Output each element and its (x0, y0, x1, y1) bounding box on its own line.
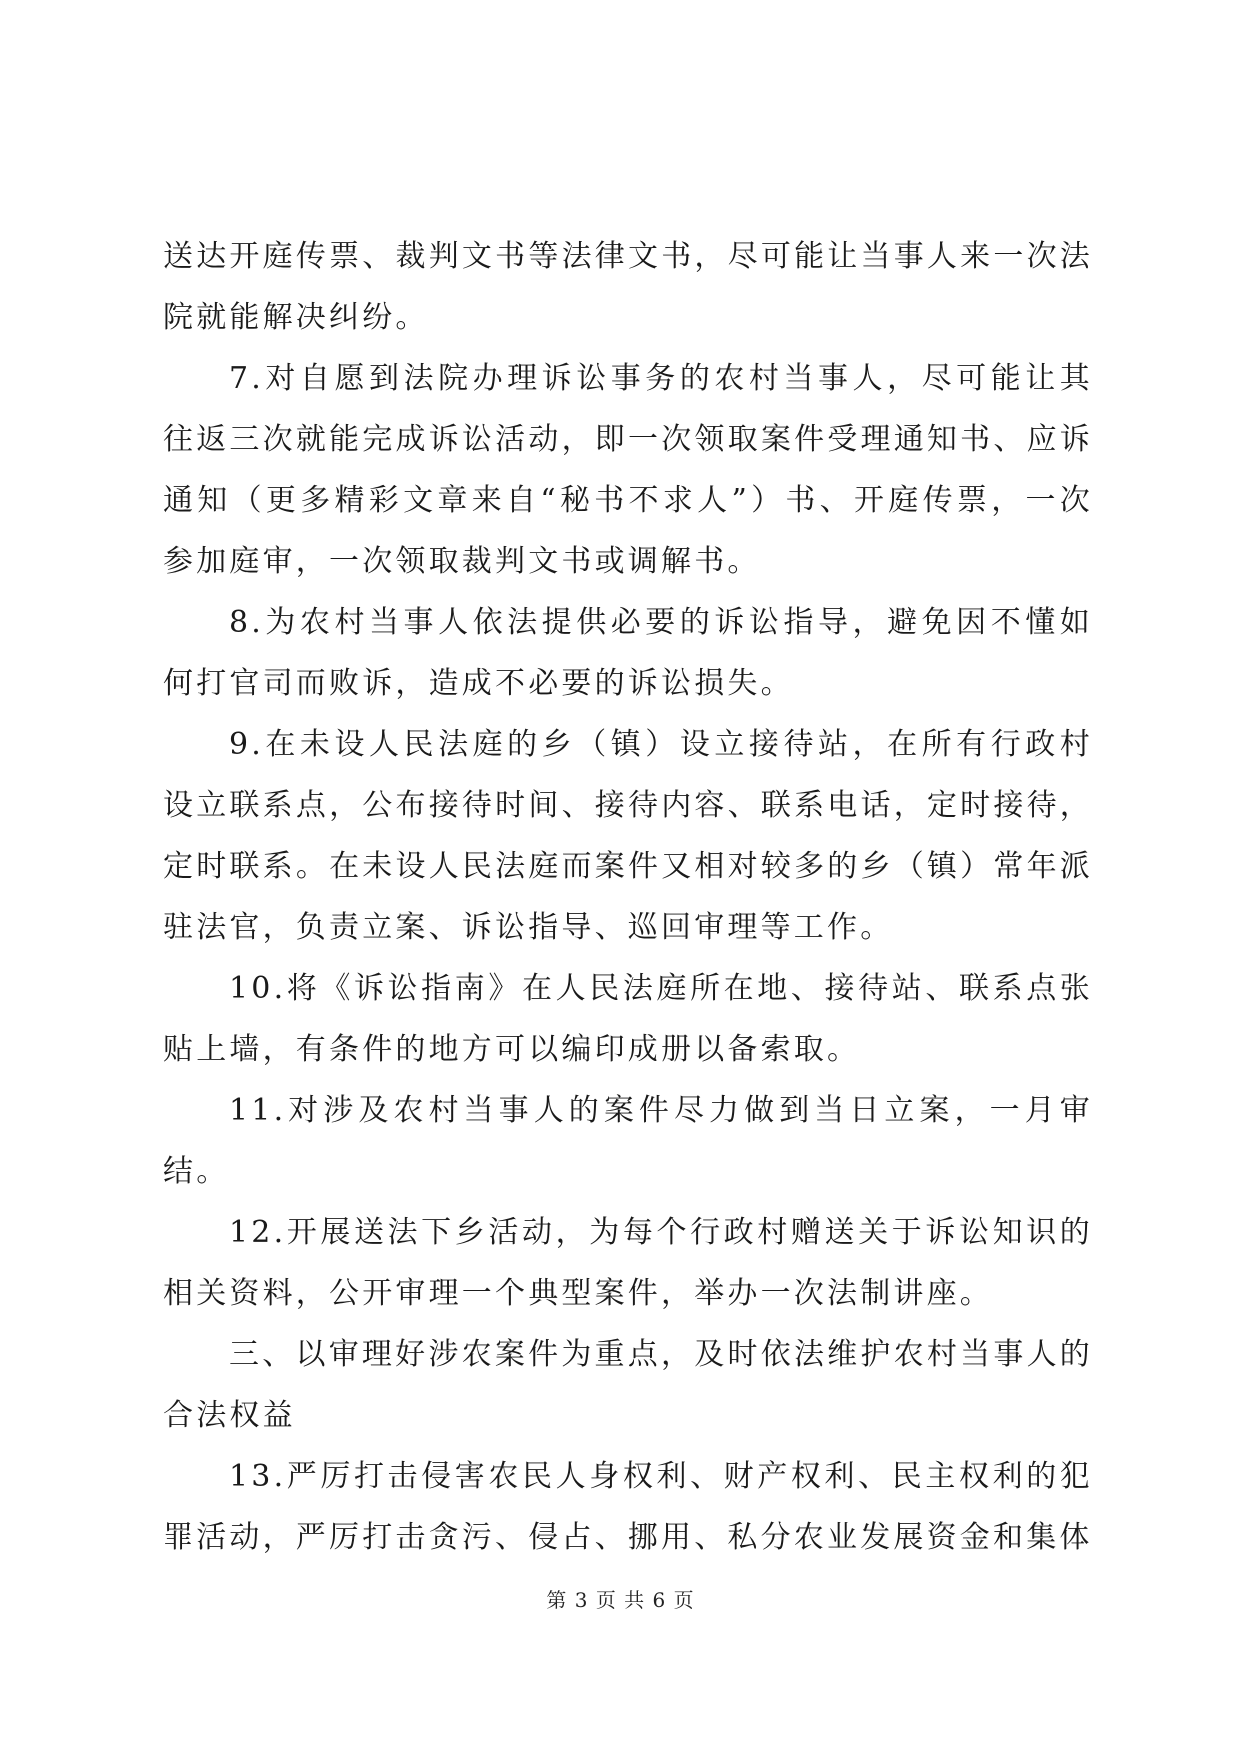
paragraph-item-8: 8.为农村当事人依法提供必要的诉讼指导，避免因不懂如何打官司而败诉，造成不必要的诉讼损失。 (163, 605, 1093, 701)
paragraph-item-13: 13.严厉打击侵害农民人身权利、财产权利、民主权利的犯罪活动，严厉打击贪污、侵占、挪用、私分农业发展资金和集体 (163, 1459, 1093, 1555)
paragraph-item-7: 7.对自愿到法院办理诉讼事务的农村当事人，尽可能让其往返三次就能完成诉讼活动，即一次领取案件受理通知书、应诉通知（更多精彩文章来自“秘书不求人”）书、开庭传票，一次参加庭审，一次领取裁判文书或调解书。 (163, 361, 1093, 579)
body-text (163, 226, 1093, 1568)
page-footer: 第 3 页 共 6 页 (546, 1588, 695, 1612)
section-heading-3: 三、以审理好涉农案件为重点，及时依法维护农村当事人的合法权益 (163, 1337, 1093, 1433)
paragraph-item-9: 9.在未设人民法庭的乡（镇）设立接待站，在所有行政村设立联系点，公布接待时间、接待内容、联系电话，定时接待，定时联系。在未设人民法庭而案件又相对较多的乡（镇）常年派驻法官，负责立案、诉讼指导、巡回审理等工作。 (163, 727, 1093, 945)
paragraph-item-10: 10.将《诉讼指南》在人民法庭所在地、接待站、联系点张贴上墙，有条件的地方可以编印成册以备索取。 (163, 971, 1093, 1067)
paragraph-item-11: 11.对涉及农村当事人的案件尽力做到当日立案，一月审结。 (163, 1093, 1093, 1189)
paragraph-item-12: 12.开展送法下乡活动，为每个行政村赠送关于诉讼知识的相关资料，公开审理一个典型案件，举办一次法制讲座。 (163, 1215, 1093, 1311)
paragraph-continuation: 送达开庭传票、裁判文书等法律文书，尽可能让当事人来一次法院就能解决纠纷。 (163, 239, 1093, 335)
